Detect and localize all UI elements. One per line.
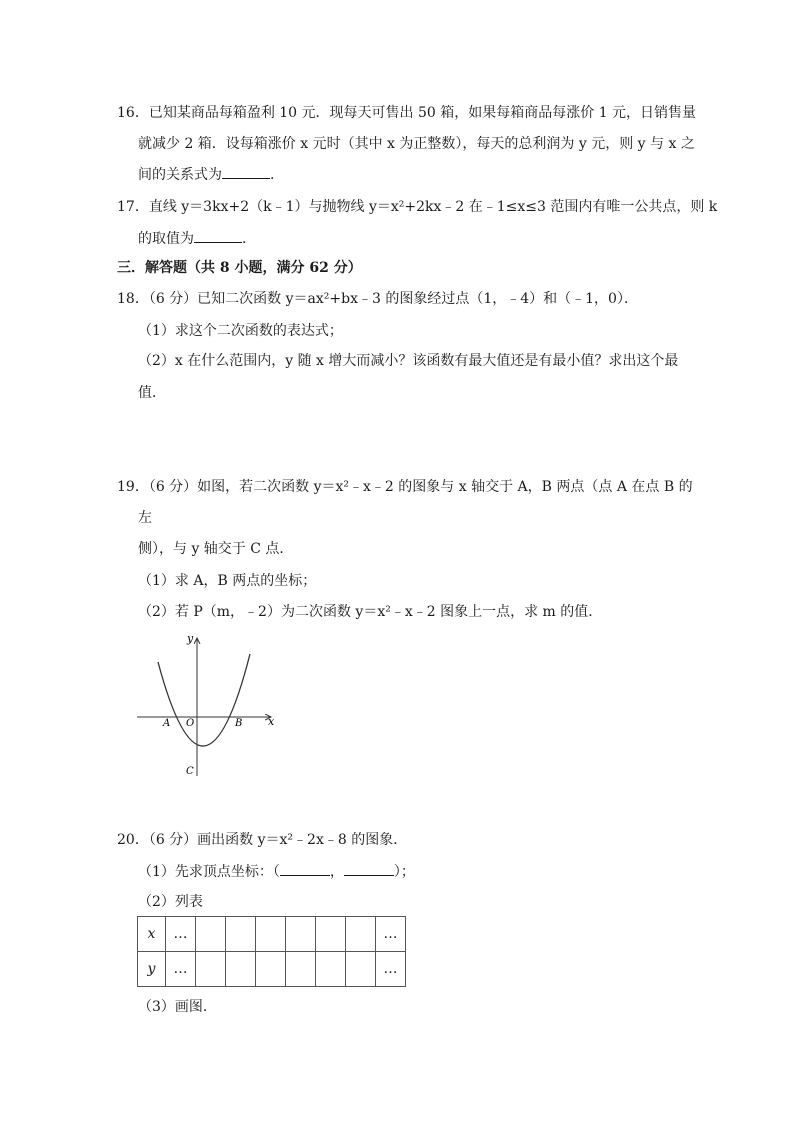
parabola-curve <box>158 654 250 746</box>
table-cell: x <box>138 917 166 952</box>
q18-line-1: 18．（6 分）已知二次函数 y＝ax²+bx﹣3 的图象经过点（1，﹣4）和（﹣1，0）． <box>117 291 638 307</box>
table-row-x <box>138 917 406 952</box>
table-cell[interactable] <box>256 952 286 987</box>
point-b-label: B <box>235 718 243 729</box>
table-cell[interactable] <box>346 952 376 987</box>
section-3-title: 三．解答题（共 8 小题，满分 62 分） <box>117 260 362 276</box>
q17-line-1: 17．直线 y＝3kx+2（k﹣1）与抛物线 y＝x²+2kx﹣2 在﹣1≤x≤3 范围内有唯一公共点，则 k <box>117 199 718 215</box>
table-cell: … <box>376 952 406 987</box>
table-cell: … <box>166 917 196 952</box>
q18-part-2a: （2）x 在什么范围内，y 随 x 增大而减小？该函数有最大值还是有最小值？求出这个最 <box>138 353 679 369</box>
q16-answer-blank[interactable] <box>222 164 270 179</box>
table-cell[interactable] <box>316 917 346 952</box>
q16-line-3 <box>138 164 284 185</box>
table-cell[interactable] <box>286 952 316 987</box>
table-cell[interactable] <box>196 952 226 987</box>
vertex-x-blank[interactable] <box>280 861 330 876</box>
vertex-y-blank[interactable] <box>344 861 394 876</box>
table-cell[interactable] <box>226 917 256 952</box>
q18-part-2b: 值． <box>138 385 166 401</box>
q16-line-3-end: ． <box>270 167 284 183</box>
q17-line-2 <box>138 228 256 249</box>
q20-part-1-text: （1）先求顶点坐标：（ <box>138 864 280 880</box>
table-cell: … <box>376 917 406 952</box>
q16-line-3-text: 间的关系式为 <box>138 167 222 183</box>
q20-part-3: （3）画图． <box>138 999 217 1015</box>
y-axis-label: y <box>187 632 194 645</box>
q16-line-2: 就减少 2 箱．设每箱涨价 x 元时（其中 x 为正整数），每天的总利润为 y 元，则 y 与 x 之 <box>138 136 695 152</box>
table-cell[interactable] <box>256 917 286 952</box>
origin-label: O <box>186 718 195 729</box>
q20-part-1-end: ）； <box>393 864 415 880</box>
table-cell[interactable] <box>346 917 376 952</box>
table-cell[interactable] <box>316 952 346 987</box>
x-axis-label: x <box>268 715 275 728</box>
table-cell[interactable] <box>286 917 316 952</box>
table-cell[interactable] <box>226 952 256 987</box>
q17-answer-blank[interactable] <box>194 228 242 243</box>
table-cell: … <box>166 952 196 987</box>
parabola-graph <box>133 630 283 778</box>
table-cell: y <box>138 952 166 987</box>
value-table <box>137 916 406 987</box>
q17-line-2-text: 的取值为 <box>138 231 194 247</box>
q19-line-3: 侧），与 y 轴交于 C 点． <box>138 541 294 557</box>
q18-part-1: （1）求这个二次函数的表达式； <box>138 323 343 339</box>
point-a-label: A <box>163 718 171 729</box>
q19-part-2: （2）若 P（m，﹣2）为二次函数 y＝x²﹣x﹣2 图象上一点，求 m 的值． <box>138 604 603 620</box>
q20-part-1 <box>138 861 415 882</box>
table-row-y <box>138 952 406 987</box>
point-c-label: C <box>186 766 194 777</box>
table-cell[interactable] <box>196 917 226 952</box>
q19-part-1: （1）求 A，B 两点的坐标； <box>138 573 317 589</box>
q20-part-2: （2）列表 <box>138 894 203 910</box>
q20-part-1-sep: ， <box>329 864 344 880</box>
q16-line-1: 16．已知某商品每箱盈利 10 元．现每天可售出 50 箱，如果每箱商品每涨价 1 元，日销售量 <box>117 105 697 121</box>
q17-line-2-end: ． <box>242 231 256 247</box>
q19-line-2: 左 <box>138 510 152 526</box>
q19-line-1: 19．（6 分）如图，若二次函数 y＝x²﹣x﹣2 的图象与 x 轴交于 A，B 两点（点 A 在点 B 的 <box>117 479 693 495</box>
q20-line-1: 20．（6 分）画出函数 y＝x²﹣2x﹣8 的图象． <box>117 832 408 848</box>
